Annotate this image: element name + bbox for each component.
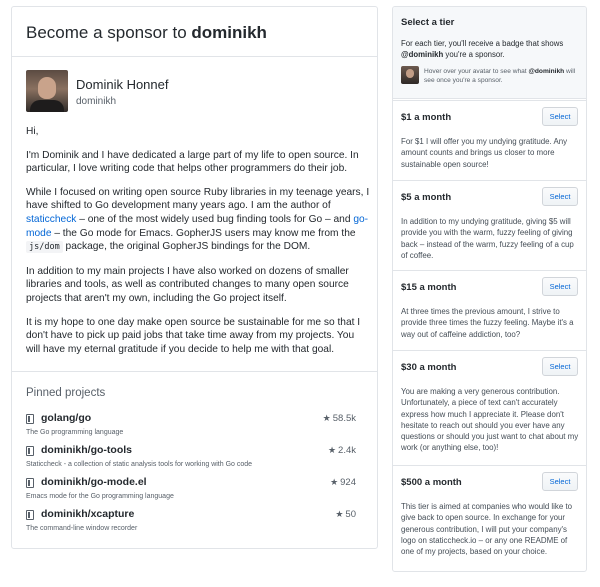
star-count: 58.5k: [332, 413, 356, 424]
tier-30-dollars: [393, 350, 587, 465]
pinned-project: [26, 412, 366, 444]
bio-p2-text-a: While I focused on writing open source Ruby libraries in my teenage years, I have shifted to Go development many years ago. I am the author of: [26, 186, 370, 212]
star-icon: ★: [330, 477, 339, 487]
pinned-project-name[interactable]: dominikh/go-tools: [41, 444, 132, 456]
tier-title: $1 a month: [401, 112, 452, 123]
repo-icon: [26, 414, 34, 424]
avatar-face: [38, 77, 56, 99]
repo-icon: [26, 446, 34, 456]
divider: [12, 371, 378, 372]
pinned-projects-list: [26, 412, 366, 540]
pinned-project-stars[interactable]: [323, 413, 356, 424]
staticcheck-link[interactable]: staticcheck: [26, 213, 77, 225]
bio-paragraph-2: [26, 186, 371, 255]
tier-intro-user: @dominikh: [401, 50, 444, 59]
tier-description: For $1 I will offer you my undying gratitude. Any amount counts and brings us closer to more sustainable open source!: [401, 137, 568, 169]
tier-title: $500 a month: [401, 477, 462, 488]
hover-note-user: @dominikh: [528, 68, 565, 75]
star-icon: ★: [322, 413, 331, 423]
pinned-project-name[interactable]: dominikh/go-mode.el: [41, 476, 147, 488]
hover-note-text-b: will see once you're a sponsor.: [424, 68, 576, 84]
tier-intro-text: [401, 38, 578, 60]
select-tier-title: Select a tier: [401, 17, 455, 28]
bio-p2-text-b: – one of the most widely used bug finding tools for Go – and: [76, 213, 354, 225]
star-count: 50: [345, 509, 356, 520]
bio-p2-text-d: package, the original GopherJS bindings for the DOM.: [62, 241, 311, 253]
tier-5-dollars: [393, 180, 587, 270]
tier-selection-card: [392, 6, 587, 572]
tier-1-dollar: [393, 100, 587, 180]
go-mode-link[interactable]: go-mode: [26, 213, 369, 239]
sponsor-avatar[interactable]: [401, 66, 419, 84]
select-tier-button[interactable]: Select: [542, 472, 578, 491]
star-count: 924: [340, 477, 356, 488]
select-tier-button[interactable]: Select: [542, 277, 578, 296]
select-tier-button[interactable]: Select: [542, 107, 578, 126]
tier-title: $15 a month: [401, 282, 457, 293]
avatar-shirt: [30, 100, 64, 112]
avatar-hover-note: [424, 67, 579, 85]
page-title-prefix: Become a sponsor to: [26, 23, 192, 42]
pinned-project-name[interactable]: golang/go: [41, 412, 92, 424]
star-count: 2.4k: [338, 445, 356, 456]
pinned-project: [26, 508, 366, 540]
select-tier-button[interactable]: Select: [542, 357, 578, 376]
maintainer-profile: [26, 70, 366, 118]
js-dom-code: js/dom: [26, 241, 63, 253]
tier-500-dollars: [393, 465, 587, 572]
pinned-project-description: Staticcheck - a collection of static analysis tools for working with Go code: [26, 461, 253, 468]
bio-paragraph-4: It is my hope to one day make open source be sustainable for me so that I don't have to pick up paid jobs that take time away from my projects. You will have my eternal gratitude if you decide to help me with that goal.: [26, 316, 361, 355]
repo-icon: [26, 510, 34, 520]
tier-intro-text-b: you're a sponsor.: [443, 50, 505, 59]
pinned-project: [26, 476, 366, 508]
maintainer-login[interactable]: dominikh: [76, 96, 117, 107]
tier-15-dollars: [393, 270, 587, 350]
page-title: [12, 7, 377, 57]
bio-paragraph-1: I'm Dominik and I have dedicated a large part of my life to open source. In particular, I love writing code that helps other programmers do their job.: [26, 149, 359, 175]
repo-icon: [26, 478, 34, 488]
pinned-project-stars[interactable]: [328, 445, 356, 456]
star-icon: ★: [327, 445, 337, 455]
hover-note-text-a: Hover over your avatar to see what: [424, 68, 529, 75]
bio-paragraph-3: In addition to my main projects I have also worked on dozens of smaller libraries and tools, as well as contributed changes to many open source projects that aren't my own, including the Go project itself.: [26, 265, 349, 304]
sponsor-bio: [26, 125, 371, 366]
pinned-project-description: Emacs mode for the Go programming language: [26, 493, 174, 500]
pinned-projects-title: Pinned projects: [26, 387, 106, 399]
pinned-project-stars[interactable]: [330, 477, 356, 488]
sponsor-profile-card: [11, 6, 378, 549]
pinned-project: [26, 444, 366, 476]
tier-title: $30 a month: [401, 362, 457, 373]
bio-p2-text-c: – the Go mode for Emacs. GopherJS users may know me from the: [51, 227, 356, 239]
tier-description: This tier is aimed at companies who would like to give back to open source. In exchange for your generous contribution, I will put your company's logo on staticcheck.io – or any one README of one of my projects, based on your choice.: [401, 502, 573, 557]
maintainer-name[interactable]: Dominik Honnef: [76, 77, 169, 92]
page-title-user: dominikh: [191, 23, 267, 42]
pinned-project-description: The Go programming language: [26, 429, 124, 436]
select-tier-button[interactable]: Select: [542, 187, 578, 206]
star-icon: ★: [335, 509, 344, 519]
bio-greeting: Hi,: [26, 126, 39, 137]
avatar[interactable]: [26, 70, 68, 112]
pinned-project-name[interactable]: dominikh/xcapture: [41, 508, 135, 520]
tier-intro-text-a: For each tier, you'll receive a badge that shows: [401, 39, 564, 48]
tier-description: In addition to my undying gratitude, giving $5 will provide you with the warm, fuzzy feeling of giving back – instead of the warm, fuzzy feeling of a cup of coffee.: [401, 217, 574, 260]
tier-title: $5 a month: [401, 192, 452, 203]
tier-description: You are making a very generous contribution. Unfortunately, a piece of text can't accurately express how much I appreciate it. Please don't hesitate to reach out should you ever have any questions or should you just want to chat about my work (or anything else, too)!: [401, 387, 579, 453]
pinned-project-description: The command-line window recorder: [26, 525, 138, 532]
tier-intro: [393, 7, 586, 99]
tier-description: At three times the previous amount, I strive to provide three times the fuzzy feeling. Maybe it's a way out of caffeine addiction, too?: [401, 307, 574, 339]
pinned-project-stars[interactable]: [335, 509, 356, 520]
